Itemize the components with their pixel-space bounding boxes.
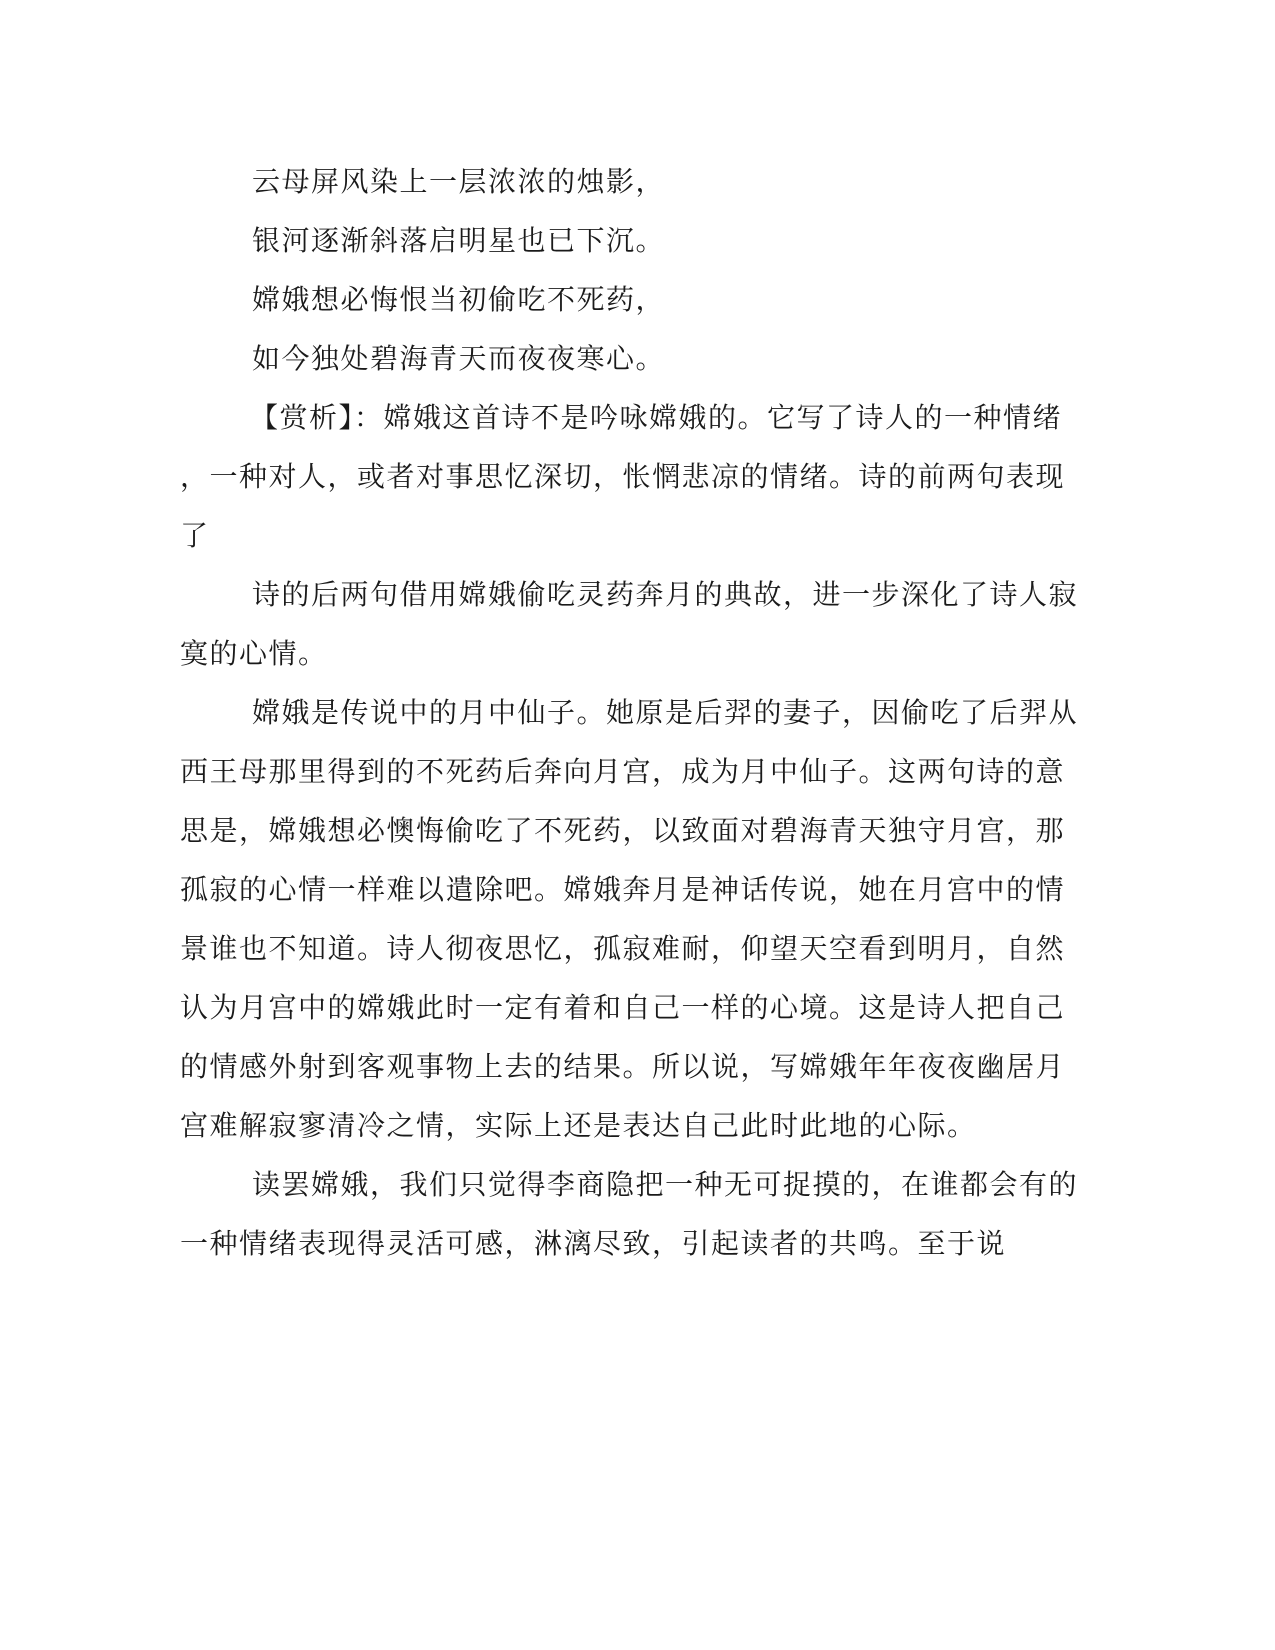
- analysis-p4-line-1: 读罢嫦娥，我们只觉得李商隐把一种无可捉摸的，在谁都会有的: [252, 1168, 1079, 1201]
- poem-line-4: 如今独处碧海青天而夜夜寒心。: [252, 342, 666, 375]
- analysis-p4-line-2: 一种情绪表现得灵活可感，淋漓尽致，引起读者的共鸣。至于说: [180, 1227, 1007, 1260]
- analysis-p3-line-7: 的情感外射到客观事物上去的结果。所以说，写嫦娥年年夜夜幽居月: [180, 1050, 1066, 1083]
- analysis-p3-line-2: 西王母那里得到的不死药后奔向月宫，成为月中仙子。这两句诗的意: [180, 755, 1066, 788]
- analysis-p3-line-4: 孤寂的心情一样难以遣除吧。嫦娥奔月是神话传说，她在月宫中的情: [180, 873, 1066, 906]
- poem-line-3: 嫦娥想必悔恨当初偷吃不死药，: [252, 283, 666, 316]
- poem-line-2: 银河逐渐斜落启明星也已下沉。: [252, 224, 666, 257]
- analysis-p1-line-1: 【赏析】：嫦娥这首诗不是吟咏嫦娥的。它写了诗人的一种情绪: [250, 401, 1063, 434]
- analysis-p2-line-1: 诗的后两句借用嫦娥偷吃灵药奔月的典故，进一步深化了诗人寂: [252, 578, 1079, 611]
- analysis-p2-line-2: 寞的心情。: [180, 637, 328, 670]
- analysis-p1-line-3: 了: [180, 519, 210, 552]
- analysis-p3-line-3: 思是，嫦娥想必懊悔偷吃了不死药，以致面对碧海青天独守月宫，那: [180, 814, 1066, 847]
- analysis-p3-line-8: 宫难解寂寥清冷之情，实际上还是表达自己此时此地的心际。: [180, 1109, 977, 1142]
- analysis-p3-line-5: 景谁也不知道。诗人彻夜思忆，孤寂难耐，仰望天空看到明月，自然: [180, 932, 1066, 965]
- analysis-p1-line-2: ，一种对人，或者对事思忆深切，怅惘悲凉的情绪。诗的前两句表现: [180, 460, 1066, 493]
- analysis-p3-line-1: 嫦娥是传说中的月中仙子。她原是后羿的妻子，因偷吃了后羿从: [252, 696, 1079, 729]
- analysis-p3-line-6: 认为月宫中的嫦娥此时一定有着和自己一样的心境。这是诗人把自己: [180, 991, 1066, 1024]
- poem-line-1: 云母屏风染上一层浓浓的烛影，: [252, 165, 666, 198]
